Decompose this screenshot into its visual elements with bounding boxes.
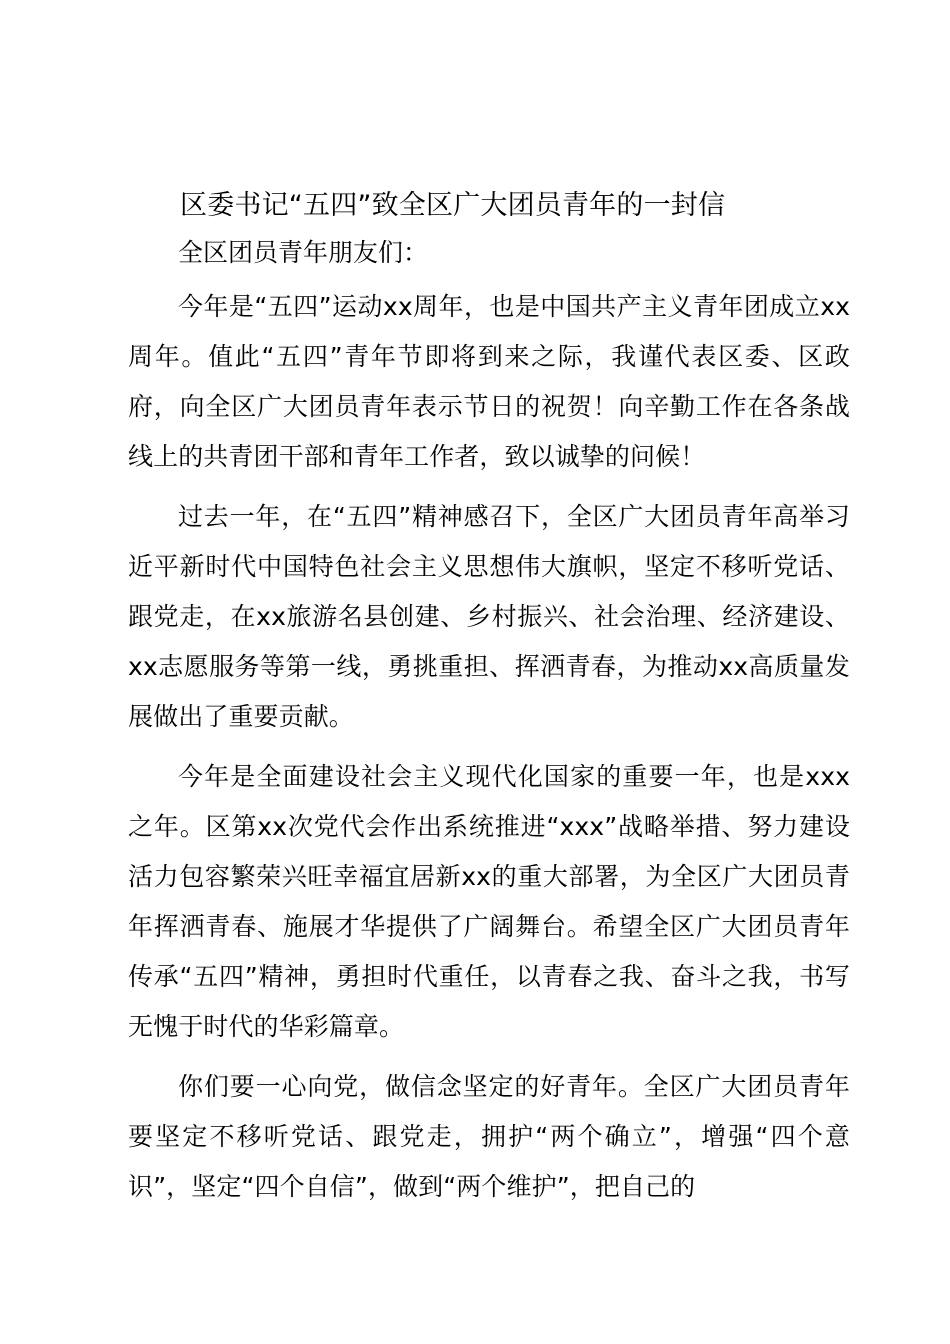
paragraph-2: 过去一年，在“五四”精神感召下，全区广大团员青年高举习近平新时代中国特色社会主义思想伟大旗帜，坚定不移听党话、跟党走，在xx旅游名县创建、乡村振兴、社会治理、经济建设、xx志愿服务等第一线，勇挑重担、挥洒青春，为推动xx高质量发展做出了重要贡献。 (128, 502, 850, 731)
paragraph-3: 今年是全面建设社会主义现代化国家的重要一年，也是xxx之年。区第xx次党代会作出系统推进“xxx”战略举措、努力建设活力包容繁荣兴旺幸福宜居新xx的重大部署，为全区广大团员青年挥洒青春、施展才华提供了广阔舞台。希望全区广大团员青年传承“五四”精神，勇担时代重任，以青春之我、奋斗之我，书写无愧于时代的华彩篇章。 (128, 762, 850, 1041)
salutation: 全区团员青年朋友们： (178, 238, 429, 267)
paragraph-4: 你们要一心向党，做信念坚定的好青年。全区广大团员青年要坚定不移听党话、跟党走，拥护“两个确立”，增强“四个意识”，坚定“四个自信”，做到“两个维护”，把自己的 (128, 1072, 850, 1201)
paragraph-1: 今年是“五四”运动xx周年，也是中国共产主义青年团成立xx周年。值此“五四”青年节即将到来之际，我谨代表区委、区政府，向全区广大团员青年表示节日的祝贺！向辛勤工作在各条战线上的共青团干部和青年工作者，致以诚挚的问候！ (128, 292, 850, 471)
document-body (128, 184, 850, 1212)
document-title: 区委书记“五四”致全区广大团员青年的一封信 (180, 190, 726, 221)
